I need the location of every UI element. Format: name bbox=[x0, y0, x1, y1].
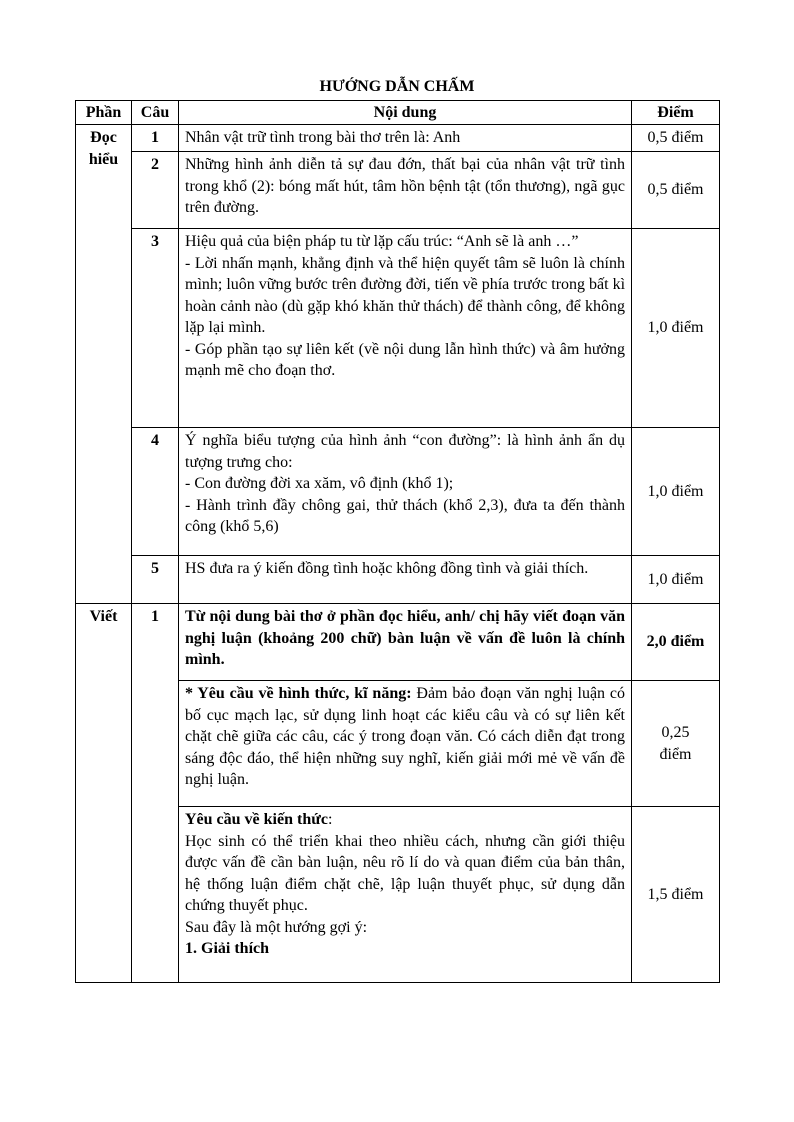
score-unit: điểm bbox=[659, 745, 692, 763]
content-line: Hiệu quả của biện pháp tu từ lặp cấu trúc: “Anh sẽ là anh …” bbox=[185, 233, 579, 250]
answer-content bbox=[179, 229, 632, 428]
table-row bbox=[76, 152, 720, 229]
part-label: Đọc hiểu bbox=[88, 129, 119, 168]
answer-content bbox=[179, 428, 632, 556]
form-requirement bbox=[179, 681, 632, 807]
grading-table bbox=[75, 100, 720, 983]
question-number: 1 bbox=[132, 604, 179, 983]
question-number: 5 bbox=[132, 556, 179, 604]
knowledge-text: Học sinh có thể triển khai theo nhiều cách, nhưng cần giới thiệu được vấn đề cần bàn luận, nêu rõ lí do và quan điểm của bản thân, hệ thống luận điểm chặt chẽ, lập luận thuyết phục, sử dụng dẫn chứng thuyết phục. bbox=[185, 832, 625, 914]
knowledge-label-suffix: : bbox=[327, 811, 333, 828]
part-reading bbox=[76, 125, 132, 604]
header-content: Nội dung bbox=[179, 101, 632, 125]
form-requirement-text: Đảm bảo đoạn văn nghị luận có bố cục mạch lạc, sử dụng linh hoạt các kiểu câu và có sự liên kết chặt chẽ giữa các câu, các ý trong đoạn văn. Có cách diễn đạt trong sáng độc đáo, thể hiện những suy nghĩ, kiến giải mới mẻ về vấn đề nghị luận. bbox=[185, 685, 625, 788]
knowledge-heading bbox=[185, 809, 625, 831]
content-line: Nhân vật trữ tình trong bài thơ trên là: Anh bbox=[185, 129, 461, 146]
knowledge-label: Yêu cầu về kiến thức bbox=[185, 811, 328, 828]
question-number: 4 bbox=[132, 428, 179, 556]
table-row bbox=[76, 556, 720, 604]
writing-prompt: Từ nội dung bài thơ ở phần đọc hiểu, anh/ chị hãy viết đoạn văn nghị luận (khoảng 200 chữ) bàn luận về vấn đề luôn là chính mình. bbox=[179, 604, 632, 681]
content-line: Những hình ảnh diễn tả sự đau đớn, thất bại của nhân vật trữ tình trong khổ (2): bóng mất hút, tâm hồn bệnh tật (tổn thương), ngã gục trên đường. bbox=[185, 156, 625, 216]
part-writing: Viết bbox=[76, 604, 132, 983]
table-row bbox=[76, 428, 720, 556]
answer-content bbox=[179, 125, 632, 152]
question-number: 2 bbox=[132, 152, 179, 229]
score-cell: 1,0 điểm bbox=[632, 229, 720, 428]
content-line: - Hành trình đầy chông gai, thử thách (khổ 2,3), đưa ta đến thành công (khổ 5,6) bbox=[185, 496, 625, 535]
header-question: Câu bbox=[132, 101, 179, 125]
question-number: 1 bbox=[132, 125, 179, 152]
content-line: - Lời nhấn mạnh, khẳng định và thể hiện quyết tâm sẽ luôn là chính mình; luôn vững bước trên đường đời, tiến về phía trước trong bất kì hoàn cảnh nào (dù gặp khó khăn thử thách) để thành công, để không lặp lại mình. bbox=[185, 254, 626, 336]
score-cell: 1,0 điểm bbox=[632, 556, 720, 604]
content-line: HS đưa ra ý kiến đồng tình hoặc không đồng tình và giải thích. bbox=[185, 560, 589, 577]
score-cell: 0,5 điểm bbox=[632, 125, 720, 152]
suggestion-text: Sau đây là một hướng gợi ý: bbox=[185, 918, 368, 936]
answer-content bbox=[179, 152, 632, 229]
header-score: Điểm bbox=[632, 101, 720, 125]
table-header-row bbox=[76, 101, 720, 125]
document-title: HƯỚNG DẪN CHẤM bbox=[319, 78, 475, 95]
content-line: Ý nghĩa biểu tượng của hình ảnh “con đường”: là hình ảnh ẩn dụ tượng trưng cho: bbox=[185, 432, 625, 471]
table-row bbox=[76, 125, 720, 152]
form-requirement-label: * Yêu cầu về hình thức, kĩ năng: bbox=[185, 685, 412, 702]
content-line: - Góp phần tạo sự liên kết (về nội dung lẫn hình thức) và âm hưởng mạnh mẽ cho đoạn thơ. bbox=[185, 340, 625, 379]
content-line: - Con đường đời xa xăm, vô định (khổ 1); bbox=[185, 475, 454, 492]
subheading: 1. Giải thích bbox=[185, 940, 270, 957]
question-number: 3 bbox=[132, 229, 179, 428]
score-cell: 1,5 điểm bbox=[632, 807, 720, 983]
score-cell: 2,0 điểm bbox=[632, 604, 720, 681]
score-cell: 1,0 điểm bbox=[632, 428, 720, 556]
header-part: Phần bbox=[76, 101, 132, 125]
knowledge-requirement bbox=[179, 807, 632, 983]
table-row bbox=[76, 604, 720, 681]
score-cell: 0,5 điểm bbox=[632, 152, 720, 229]
score-value: 0,25 bbox=[661, 724, 690, 741]
table-row bbox=[76, 229, 720, 428]
answer-content bbox=[179, 556, 632, 604]
score-cell bbox=[632, 681, 720, 807]
